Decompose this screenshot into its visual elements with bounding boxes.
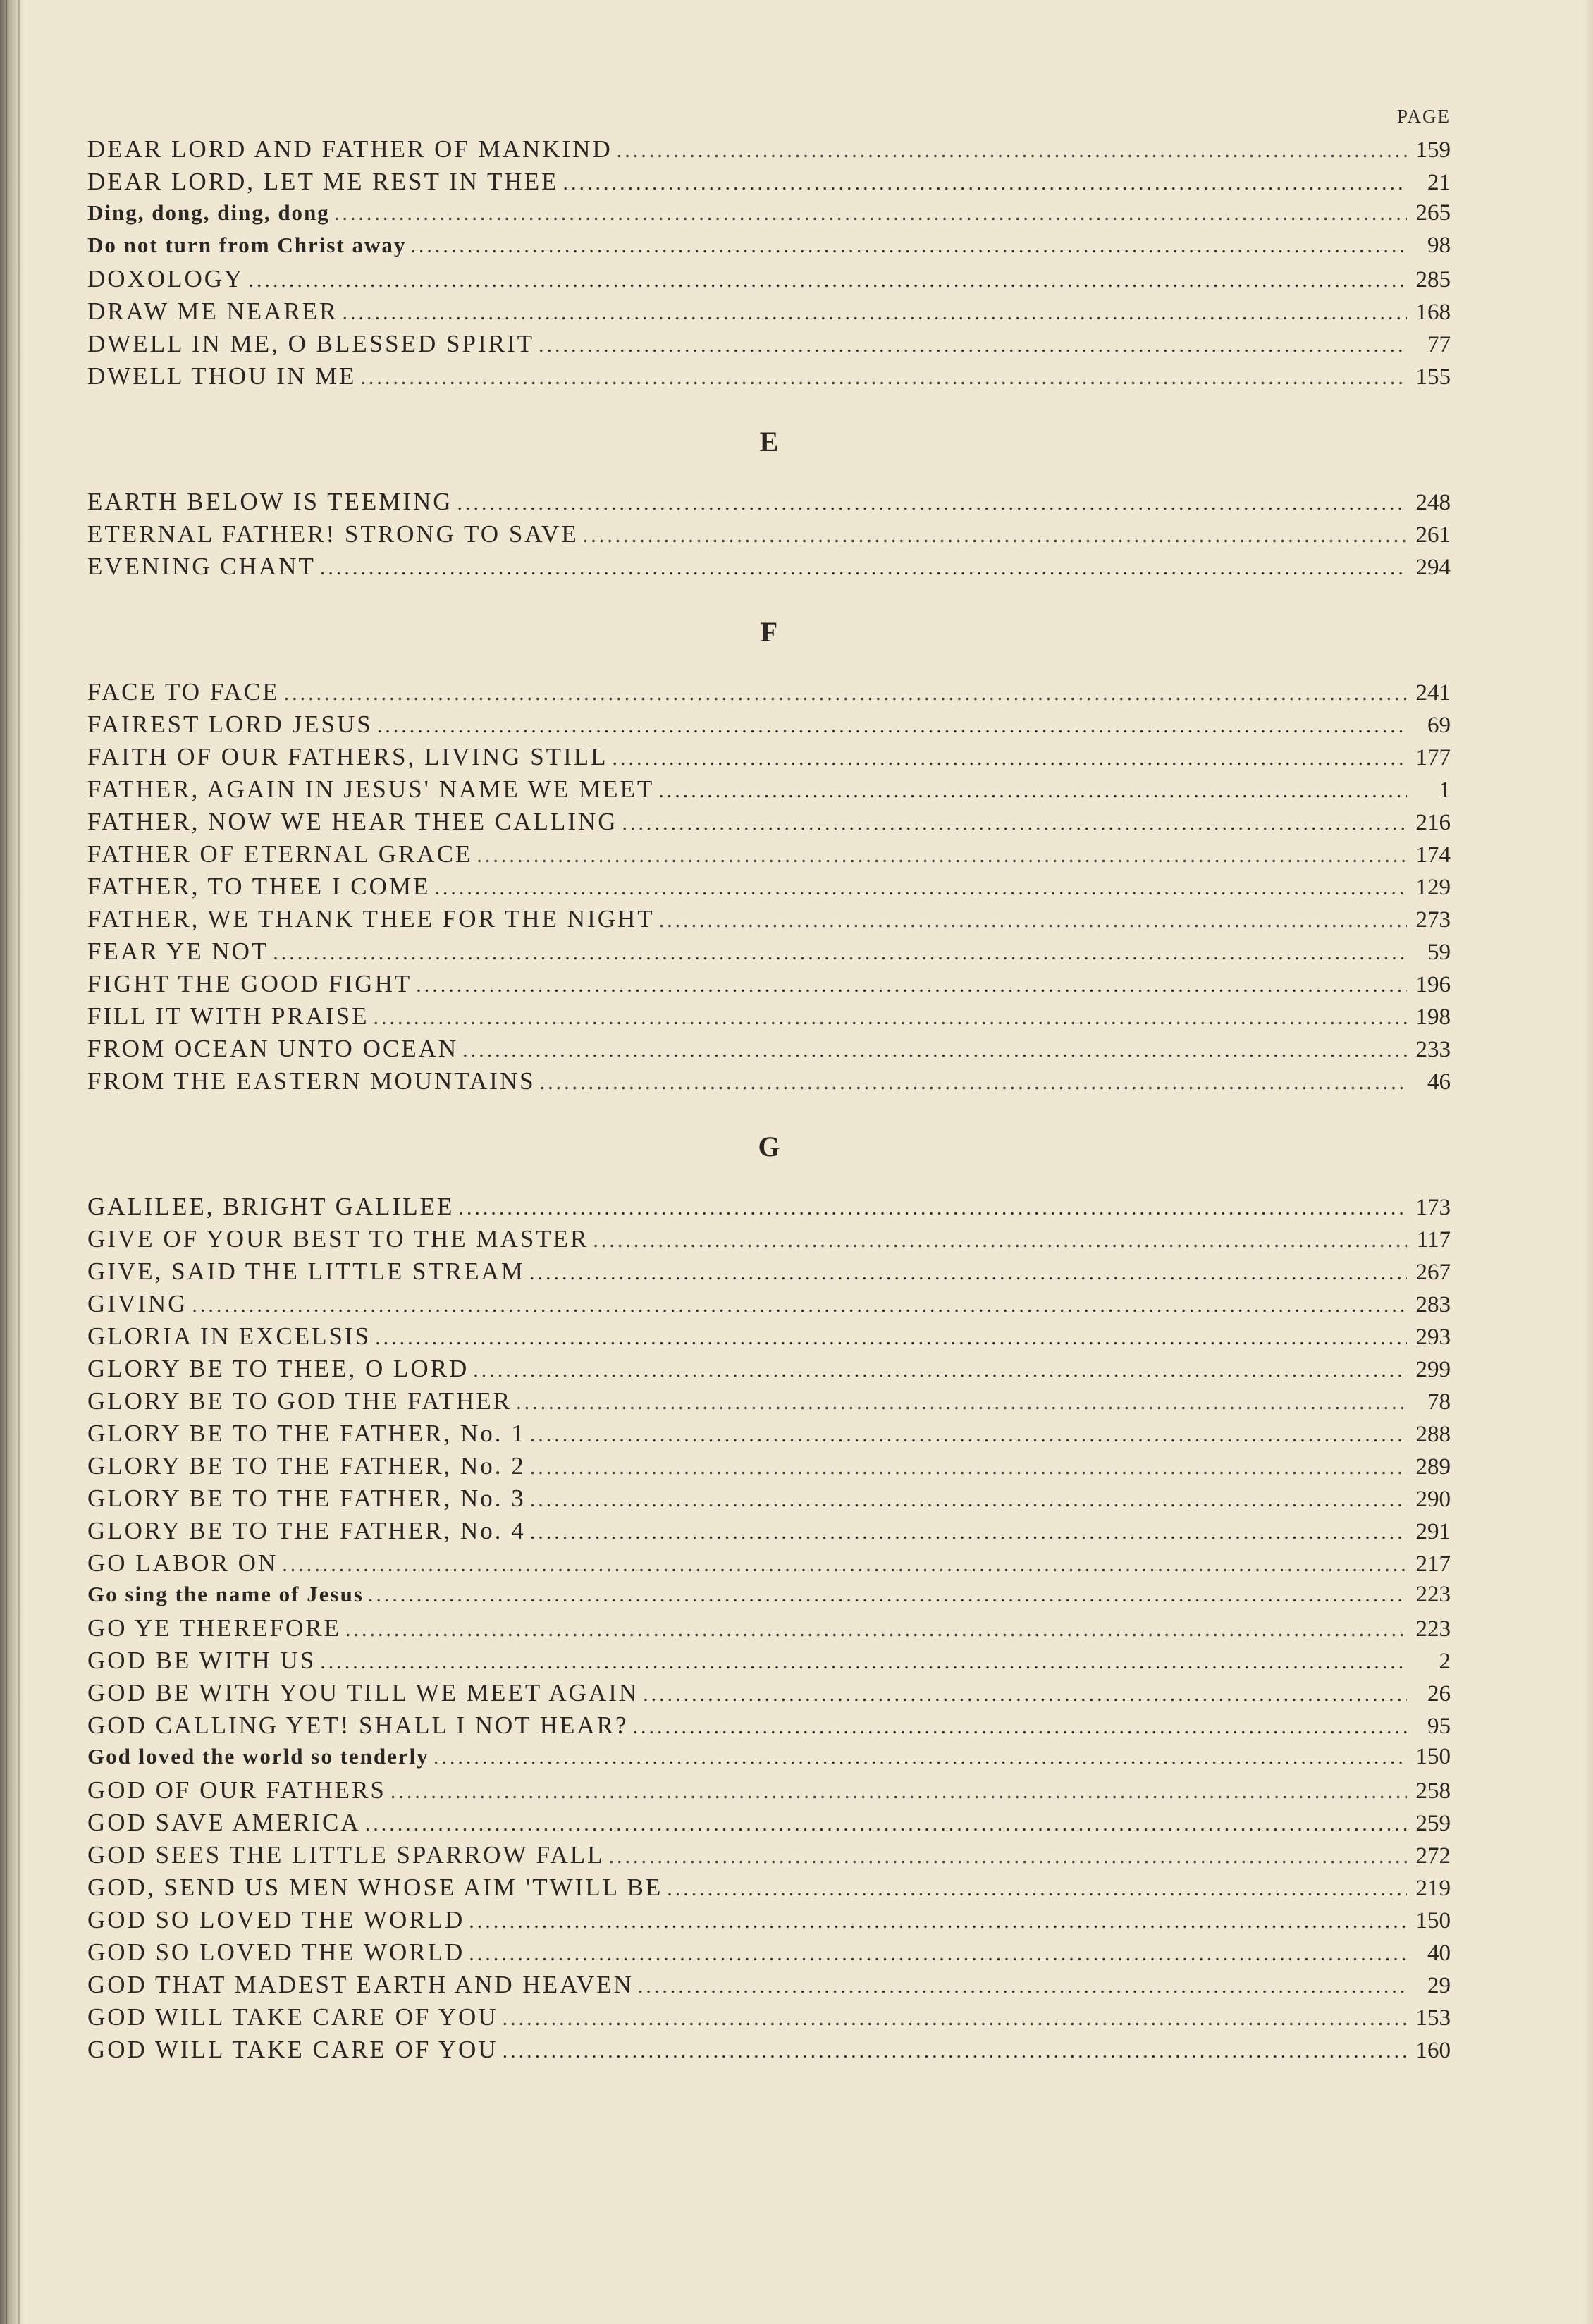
- page-number: 168: [1415, 300, 1451, 325]
- hymn-title: GLORY BE TO THE FATHER, No. 2: [87, 1452, 526, 1480]
- page-number: 95: [1427, 1714, 1451, 1739]
- hymn-title: GOD OF OUR FATHERS: [87, 1776, 386, 1804]
- hymn-title: GOD SAVE AMERICA: [87, 1809, 361, 1836]
- hymn-title: Go sing the name of Jesus: [87, 1582, 364, 1606]
- hymn-title: GOD WILL TAKE CARE OF YOU: [87, 2003, 498, 2031]
- page-number: 177: [1415, 745, 1451, 770]
- hymn-title: GIVE, SAID THE LITTLE STREAM: [87, 1258, 525, 1285]
- hymn-title: FATHER, AGAIN IN JESUS' NAME WE MEET: [87, 775, 655, 803]
- index-entry: [87, 808, 1451, 840]
- dot-leader: [248, 269, 1407, 293]
- hymn-title: GOD THAT MADEST EARTH AND HEAVEN: [87, 1971, 634, 1998]
- dot-leader: [530, 1520, 1407, 1544]
- dot-leader: [374, 1006, 1407, 1030]
- page-number: 26: [1427, 1681, 1451, 1707]
- page-number: 46: [1427, 1069, 1451, 1095]
- dot-leader: [469, 1910, 1407, 1933]
- index-entry: [87, 330, 1451, 362]
- index-entry: [87, 1744, 1451, 1776]
- dot-leader: [539, 333, 1407, 357]
- page-number: 299: [1415, 1357, 1451, 1382]
- dot-leader: [583, 524, 1407, 548]
- hymn-title: GLORIA IN EXCELSIS: [87, 1322, 371, 1350]
- hymn-title: Ding, dong, ding, dong: [87, 200, 330, 225]
- page-number: 272: [1415, 1843, 1451, 1869]
- dot-leader: [529, 1261, 1407, 1285]
- dot-leader: [334, 202, 1407, 226]
- hymn-title: GALILEE, BRIGHT GALILEE: [87, 1193, 455, 1220]
- dot-leader: [360, 366, 1407, 390]
- page-number: 258: [1415, 1778, 1451, 1804]
- dot-leader: [633, 1715, 1407, 1739]
- index-entry: [87, 1484, 1451, 1517]
- dot-leader: [273, 941, 1407, 965]
- dot-leader: [320, 1650, 1407, 1674]
- page-number: 216: [1415, 810, 1451, 835]
- index-entry: [87, 168, 1451, 200]
- page-number: 77: [1427, 332, 1451, 357]
- hymn-title: DEAR LORD AND FATHER OF MANKIND: [87, 135, 613, 163]
- index-entry: [87, 1549, 1451, 1582]
- page-number: 174: [1415, 842, 1451, 868]
- page-number: 248: [1415, 490, 1451, 515]
- hymn-title: EVENING CHANT: [87, 553, 316, 580]
- page-number: 223: [1415, 1582, 1451, 1607]
- dot-leader: [476, 844, 1407, 868]
- page-number: 290: [1415, 1487, 1451, 1512]
- page-number: 29: [1427, 1973, 1451, 1998]
- hymn-title: EARTH BELOW IS TEEMING: [87, 488, 453, 515]
- hymn-title: GO LABOR ON: [87, 1549, 278, 1577]
- dot-leader: [368, 1583, 1407, 1607]
- hymn-title: DWELL THOU IN ME: [87, 362, 357, 390]
- page-number: 59: [1427, 940, 1451, 965]
- index-entry: [87, 1387, 1451, 1420]
- dot-leader: [609, 1845, 1408, 1869]
- index-entry: [87, 233, 1451, 265]
- index-entry: [87, 553, 1451, 585]
- hymn-title: GOD SO LOVED THE WORLD: [87, 1906, 465, 1933]
- index-entry: [87, 1258, 1451, 1290]
- dot-leader: [462, 1038, 1407, 1062]
- page-number: 2: [1439, 1649, 1451, 1674]
- index-entry: [87, 200, 1451, 233]
- page-number: 294: [1415, 555, 1451, 580]
- section-letter-f: F: [760, 616, 778, 648]
- page-number: 173: [1415, 1195, 1451, 1220]
- dot-leader: [416, 973, 1407, 997]
- dot-leader: [638, 1974, 1407, 1998]
- index-entry: [87, 1938, 1451, 1971]
- hymn-title: GOD WILL TAKE CARE OF YOU: [87, 2036, 498, 2063]
- hymn-title: FILL IT WITH PRAISE: [87, 1002, 369, 1030]
- dot-leader: [345, 1618, 1407, 1642]
- index-entry: [87, 1420, 1451, 1452]
- dot-leader: [457, 491, 1407, 515]
- index-entry: [87, 520, 1451, 553]
- hymn-title: DEAR LORD, LET ME REST IN THEE: [87, 168, 559, 195]
- page-number: 159: [1415, 137, 1451, 163]
- hymn-title: GLORY BE TO THE FATHER, No. 4: [87, 1517, 526, 1544]
- dot-leader: [192, 1293, 1407, 1317]
- dot-leader: [643, 1683, 1407, 1707]
- index-entry: [87, 1874, 1451, 1906]
- hymn-title: FATHER, TO THEE I COME: [87, 873, 431, 900]
- page-number: 285: [1415, 267, 1451, 293]
- page-number: 288: [1415, 1422, 1451, 1447]
- hymn-title: Do not turn from Christ away: [87, 233, 407, 257]
- index-entry: [87, 2003, 1451, 2036]
- index-entry: [87, 297, 1451, 330]
- hymn-title: GIVING: [87, 1290, 188, 1317]
- dot-leader: [622, 811, 1407, 835]
- index-entry: [87, 2036, 1451, 2068]
- index-entry: [87, 775, 1451, 808]
- hymn-title: GOD, SEND US MEN WHOSE AIM 'TWILL BE: [87, 1874, 663, 1901]
- dot-leader: [320, 556, 1407, 580]
- index-entry: [87, 1452, 1451, 1484]
- dot-leader: [562, 171, 1407, 195]
- binding-line: [18, 0, 20, 2324]
- index-entry: [87, 743, 1451, 775]
- binding-line: [6, 0, 7, 2324]
- page-number: 155: [1415, 364, 1451, 390]
- index-entry: [87, 1193, 1451, 1225]
- page-number: 289: [1415, 1454, 1451, 1480]
- index-entry: [87, 711, 1451, 743]
- index-entry: [87, 1225, 1451, 1258]
- index-entry: [87, 265, 1451, 297]
- dot-leader: [516, 1391, 1407, 1415]
- hymn-title: FATHER OF ETERNAL GRACE: [87, 840, 473, 868]
- page-number: 153: [1415, 2005, 1451, 2031]
- hymn-title: FEAR YE NOT: [87, 937, 269, 965]
- dot-leader: [530, 1456, 1407, 1480]
- page-number: 160: [1415, 2038, 1451, 2063]
- page-number: 267: [1415, 1260, 1451, 1285]
- page-number: 21: [1427, 170, 1451, 195]
- dot-leader: [503, 2039, 1407, 2063]
- index-entry: [87, 1971, 1451, 2003]
- hymn-title: DRAW ME NEARER: [87, 297, 338, 325]
- dot-leader: [434, 876, 1407, 900]
- page-number: 150: [1415, 1744, 1451, 1769]
- hymn-title: GOD BE WITH US: [87, 1647, 316, 1674]
- dot-leader: [282, 1553, 1407, 1577]
- index-entry: [87, 873, 1451, 905]
- dot-leader: [530, 1488, 1407, 1512]
- hymn-title: FACE TO FACE: [87, 678, 280, 706]
- index-entry: [87, 1809, 1451, 1841]
- index-entry: [87, 135, 1451, 168]
- page-number: 265: [1415, 200, 1451, 226]
- page-number: 129: [1415, 875, 1451, 900]
- page-column-header: PAGE: [1396, 106, 1451, 127]
- index-entry: [87, 1322, 1451, 1355]
- page-number: 293: [1415, 1324, 1451, 1350]
- page-number: 69: [1427, 713, 1451, 738]
- page-number: 1: [1439, 777, 1451, 803]
- hymn-title: FATHER, NOW WE HEAR THEE CALLING: [87, 808, 618, 835]
- section-letter-e: E: [759, 426, 779, 457]
- hymn-title: DWELL IN ME, O BLESSED SPIRIT: [87, 330, 535, 357]
- index-entry: [87, 1517, 1451, 1549]
- dot-leader: [469, 1942, 1407, 1966]
- index-entry: [87, 1067, 1451, 1100]
- dot-leader: [658, 779, 1407, 803]
- dot-leader: [593, 1229, 1407, 1253]
- page-number: 259: [1415, 1811, 1451, 1836]
- page-number: 223: [1415, 1616, 1451, 1642]
- page-number: 283: [1415, 1292, 1451, 1317]
- hymn-title: ETERNAL FATHER! STRONG TO SAVE: [87, 520, 579, 548]
- dot-leader: [433, 1745, 1407, 1769]
- page-number: 291: [1415, 1519, 1451, 1544]
- index-entry: [87, 1906, 1451, 1938]
- dot-leader: [473, 1358, 1407, 1382]
- page-number: 78: [1427, 1389, 1451, 1415]
- hymn-title: God loved the world so tenderly: [87, 1744, 429, 1769]
- dot-leader: [530, 1423, 1407, 1447]
- index-entry: [87, 1776, 1451, 1809]
- page-number: 40: [1427, 1941, 1451, 1966]
- hymn-title: FATHER, WE THANK THEE FOR THE NIGHT: [87, 905, 655, 933]
- page-binding-shadow: [0, 0, 24, 2324]
- hymn-title: FROM OCEAN UNTO OCEAN: [87, 1035, 459, 1062]
- hymn-title: GLORY BE TO THEE, O LORD: [87, 1355, 469, 1382]
- page-number: 219: [1415, 1876, 1451, 1901]
- hymn-title: GIVE OF YOUR BEST TO THE MASTER: [87, 1225, 589, 1253]
- index-entry: [87, 488, 1451, 520]
- index-entry: [87, 1355, 1451, 1387]
- hymn-title: GOD SO LOVED THE WORLD: [87, 1938, 465, 1966]
- index-entry: [87, 1647, 1451, 1679]
- dot-leader: [390, 1780, 1407, 1804]
- index-entry: [87, 1841, 1451, 1874]
- page-number: 198: [1415, 1004, 1451, 1030]
- dot-leader: [503, 2007, 1407, 2031]
- hymn-title: GLORY BE TO GOD THE FATHER: [87, 1387, 512, 1415]
- section-letter-g: G: [758, 1131, 780, 1162]
- dot-leader: [659, 909, 1407, 933]
- dot-leader: [284, 682, 1407, 706]
- index-entry: [87, 1035, 1451, 1067]
- index-entry: [87, 905, 1451, 937]
- hymn-title: GOD BE WITH YOU TILL WE MEET AGAIN: [87, 1679, 639, 1707]
- index-page: [87, 106, 1451, 2068]
- index-entry: [87, 678, 1451, 711]
- page-number: 196: [1415, 972, 1451, 997]
- page-number: 273: [1415, 907, 1451, 933]
- hymn-title: FAITH OF OUR FATHERS, LIVING STILL: [87, 743, 608, 770]
- index-sections: [87, 135, 1451, 2068]
- index-entry: [87, 840, 1451, 873]
- dot-leader: [377, 714, 1407, 738]
- hymn-title: GOD SEES THE LITTLE SPARROW FALL: [87, 1841, 605, 1869]
- dot-leader: [617, 139, 1407, 163]
- hymn-title: DOXOLOGY: [87, 265, 245, 293]
- hymn-title: GO YE THEREFORE: [87, 1614, 341, 1642]
- page-right-edge: [1583, 0, 1593, 2324]
- hymn-title: FAIREST LORD JESUS: [87, 711, 373, 738]
- dot-leader: [540, 1071, 1407, 1095]
- dot-leader: [458, 1196, 1407, 1220]
- index-entry: [87, 1582, 1451, 1614]
- page-number: 261: [1415, 522, 1451, 548]
- hymn-title: GLORY BE TO THE FATHER, No. 1: [87, 1420, 526, 1447]
- index-entry: [87, 1711, 1451, 1744]
- hymn-title: FIGHT THE GOOD FIGHT: [87, 970, 412, 997]
- index-entry: [87, 1614, 1451, 1647]
- dot-leader: [365, 1812, 1407, 1836]
- index-entry: [87, 1290, 1451, 1322]
- index-entry: [87, 1679, 1451, 1711]
- hymn-title: FROM THE EASTERN MOUNTAINS: [87, 1067, 536, 1095]
- index-entry: [87, 970, 1451, 1002]
- dot-leader: [612, 746, 1407, 770]
- page-number: 150: [1415, 1908, 1451, 1933]
- dot-leader: [667, 1877, 1407, 1901]
- index-entry: [87, 362, 1451, 395]
- page-number: 217: [1415, 1551, 1451, 1577]
- hymn-title: GOD CALLING YET! SHALL I NOT HEAR?: [87, 1711, 629, 1739]
- dot-leader: [410, 234, 1407, 258]
- page-number: 98: [1427, 233, 1451, 258]
- index-entry: [87, 937, 1451, 970]
- page-number: 117: [1416, 1227, 1451, 1253]
- dot-leader: [375, 1326, 1407, 1350]
- page-number: 241: [1415, 680, 1451, 706]
- index-entry: [87, 1002, 1451, 1035]
- dot-leader: [343, 301, 1408, 325]
- hymn-title: GLORY BE TO THE FATHER, No. 3: [87, 1484, 526, 1512]
- page-number: 233: [1415, 1037, 1451, 1062]
